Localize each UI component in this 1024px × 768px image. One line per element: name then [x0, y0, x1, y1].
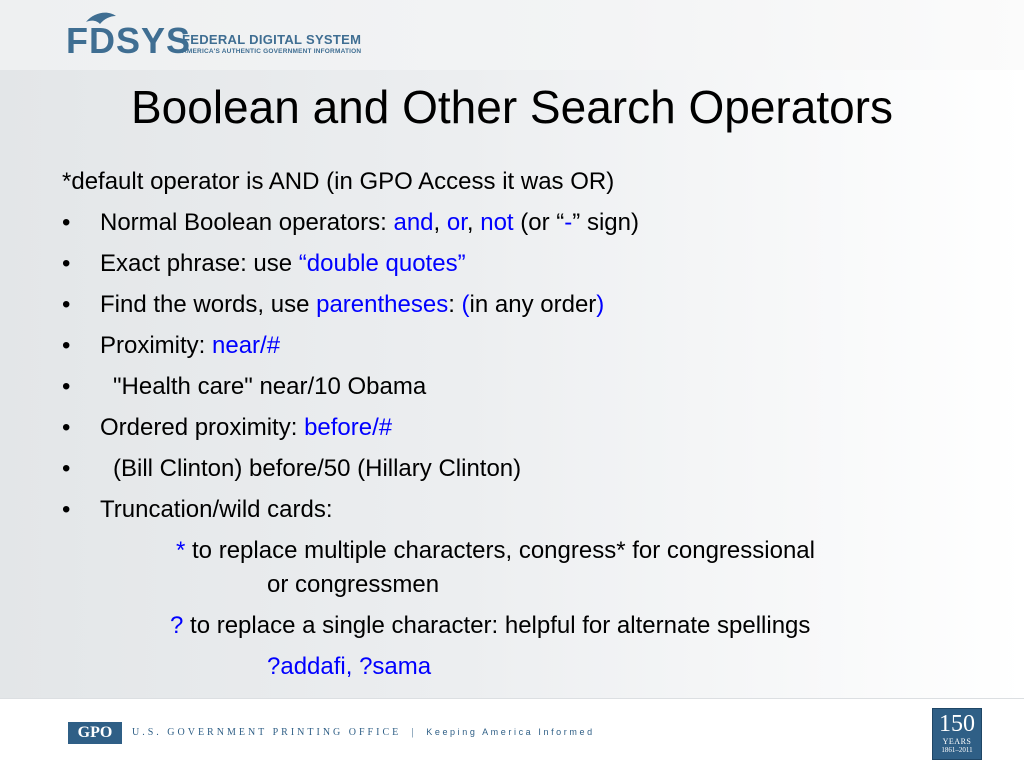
operator-before: before/# [304, 414, 393, 441]
slide-body [62, 168, 962, 694]
bullet: • [62, 209, 71, 236]
wildcard-star-text: to replace multiple characters, congress* for congressional [185, 537, 815, 564]
item-text: Normal Boolean operators: [100, 209, 394, 236]
fdsys-logo-tagline: AMERICA'S AUTHENTIC GOVERNMENT INFORMATION [182, 48, 362, 55]
fdsys-logo-name: FEDERAL DIGITAL SYSTEM [182, 32, 362, 47]
item-text: Ordered proximity: [100, 414, 305, 441]
list-item [62, 373, 962, 414]
wildcard-question-text: to replace a single character: helpful for alternate spellings [183, 612, 811, 639]
badge-range: 1861–2011 [941, 746, 973, 754]
gpo-logo: GPO [68, 722, 122, 744]
intro-line [62, 168, 962, 209]
operator-minus: - [564, 209, 573, 236]
intro-text: *default operator is AND (in GPO Access it was OR) [62, 168, 615, 195]
wildcard-examples: ?addafi, ?sama [267, 653, 432, 680]
item-text: , [433, 209, 447, 236]
list-item [62, 455, 962, 496]
list-item [62, 291, 962, 332]
anniversary-badge [932, 708, 982, 760]
slide-title: Boolean and Other Search Operators [130, 81, 893, 133]
bullet: • [62, 332, 71, 359]
wildcard-star-continuation-line [62, 571, 962, 612]
footer-separator: | [411, 727, 417, 738]
close-paren: ) [596, 291, 605, 318]
item-text: Exact phrase: use [100, 250, 299, 277]
bullet: • [62, 455, 71, 482]
operator-not: not [480, 209, 514, 236]
item-text: (or “ [513, 209, 565, 236]
list-item [62, 414, 962, 455]
footer-motto: Keeping America Informed [426, 727, 595, 737]
wildcard-examples-line [62, 653, 962, 694]
item-text: ” sign) [572, 209, 639, 236]
item-text: Proximity: [100, 332, 213, 359]
wildcard-star-symbol: * [176, 537, 186, 564]
bullet: • [62, 250, 71, 277]
footer-text [132, 727, 595, 738]
footer-divider [0, 698, 1024, 699]
operator-and: and [393, 209, 434, 236]
bullet: • [62, 373, 71, 400]
bullet: • [62, 414, 71, 441]
list-item [62, 496, 962, 537]
operator-quotes: “double quotes” [298, 250, 466, 277]
bullet: • [62, 496, 71, 523]
list-item [62, 209, 962, 250]
wildcard-question-symbol: ? [170, 612, 184, 639]
operator-or: or [446, 209, 467, 236]
badge-years: YEARS [942, 737, 972, 746]
operator-parentheses: parentheses [316, 291, 449, 318]
item-text: Truncation/wild cards: [100, 496, 333, 523]
wildcard-star-continuation: or congressmen [267, 571, 440, 598]
bullet: • [62, 291, 71, 318]
list-item [62, 332, 962, 373]
fdsys-logo-mark: FDSYS [66, 20, 192, 61]
example-text: "Health care" near/10 Obama [113, 373, 427, 400]
footer-office: U.S. GOVERNMENT PRINTING OFFICE [132, 727, 402, 738]
item-text: : [448, 291, 462, 318]
operator-near: near/# [212, 332, 281, 359]
open-paren: ( [461, 291, 470, 318]
wildcard-question-line [62, 612, 962, 653]
wildcard-star-line [62, 537, 962, 571]
item-text: Find the words, use [100, 291, 317, 318]
item-text: in any order [469, 291, 597, 318]
item-text: , [466, 209, 481, 236]
fdsys-logo [64, 10, 374, 62]
example-text: (Bill Clinton) before/50 (Hillary Clinton) [113, 455, 522, 482]
badge-number: 150 [939, 711, 975, 737]
list-item [62, 250, 962, 291]
